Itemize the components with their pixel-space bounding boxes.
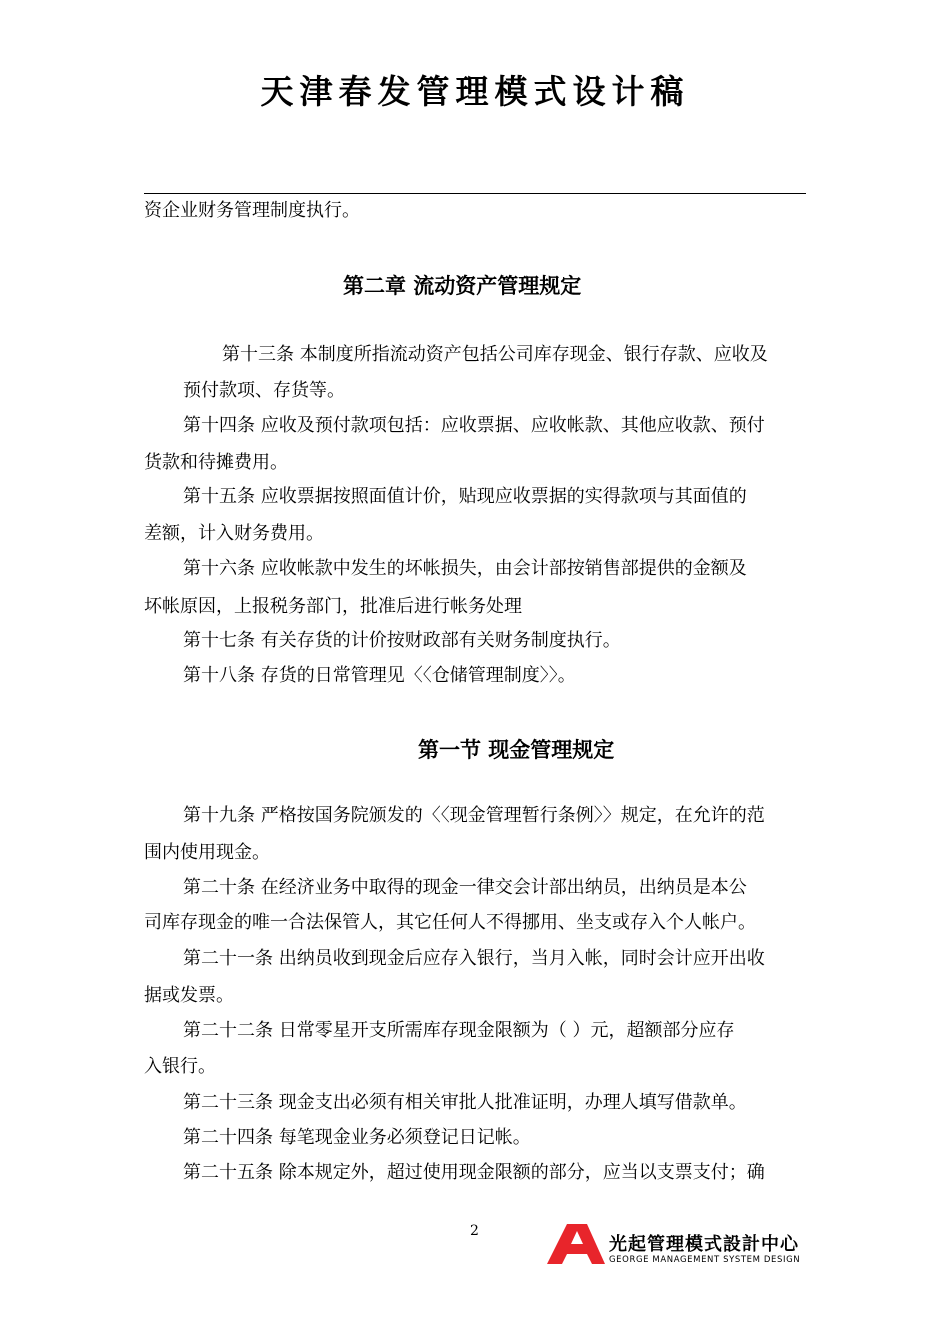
text-line: 据或发票。 bbox=[144, 985, 234, 1006]
text-line: 第二十五条 除本规定外，超过使用现金限额的部分，应当以支票支付；确 bbox=[183, 1162, 765, 1183]
text-line: 第十五条 应收票据按照面值计价，贴现应收票据的实得款项与其面值的 bbox=[183, 486, 747, 507]
text-line: 围内使用现金。 bbox=[144, 842, 270, 863]
text-line: 第十三条 本制度所指流动资产包括公司库存现金、银行存款、应收及 bbox=[222, 344, 768, 365]
text-line: 第十四条 应收及预付款项包括：应收票据、应收帐款、其他应收款、预付 bbox=[183, 415, 765, 436]
text-line: 差额，计入财务费用。 bbox=[144, 523, 324, 544]
text-line: 资企业财务管理制度执行。 bbox=[144, 200, 360, 221]
section-heading: 第一节 现金管理规定 bbox=[418, 738, 615, 762]
page-number: 2 bbox=[470, 1223, 479, 1239]
text-line: 第二十条 在经济业务中取得的现金一律交会计部出纳员，出纳员是本公 bbox=[183, 877, 747, 898]
text-line: 第十六条 应收帐款中发生的坏帐损失，由会计部按销售部提供的金额及 bbox=[183, 558, 747, 579]
header-rule bbox=[144, 193, 806, 194]
text-line: 第十七条 有关存货的计价按财政部有关财务制度执行。 bbox=[183, 630, 621, 651]
logo-a-mark-icon bbox=[545, 1224, 607, 1264]
text-line: 入银行。 bbox=[144, 1056, 216, 1077]
chapter-heading: 第二章 流动资产管理规定 bbox=[343, 274, 582, 298]
document-header-title: 天津春发管理模式设计稿 bbox=[260, 72, 690, 111]
logo-english-name: GEORGE MANAGEMENT SYSTEM DESIGN bbox=[609, 1255, 801, 1265]
logo-chinese-name: 光起管理模式設計中心 bbox=[609, 1234, 799, 1255]
text-line: 第二十二条 日常零星开支所需库存现金限额为（ ）元，超额部分应存 bbox=[183, 1020, 735, 1041]
text-line: 司库存现金的唯一合法保管人，其它任何人不得挪用、坐支或存入个人帐户。 bbox=[144, 912, 756, 933]
text-line: 第二十三条 现金支出必须有相关审批人批准证明，办理人填写借款单。 bbox=[183, 1092, 747, 1113]
text-line: 第十九条 严格按国务院颁发的〈〈现金管理暂行条例〉〉规定，在允许的范 bbox=[183, 805, 765, 826]
company-logo bbox=[545, 1224, 810, 1268]
text-line: 第二十四条 每笔现金业务必须登记日记帐。 bbox=[183, 1127, 531, 1148]
text-line: 预付款项、存货等。 bbox=[183, 380, 345, 401]
text-line: 货款和待摊费用。 bbox=[144, 452, 288, 473]
text-line: 第二十一条 出纳员收到现金后应存入银行，当月入帐，同时会计应开出收 bbox=[183, 948, 765, 969]
text-line: 第十八条 存货的日常管理见〈〈仓储管理制度〉〉。 bbox=[183, 665, 576, 686]
text-line: 坏帐原因，上报税务部门，批准后进行帐务处理 bbox=[144, 596, 522, 617]
